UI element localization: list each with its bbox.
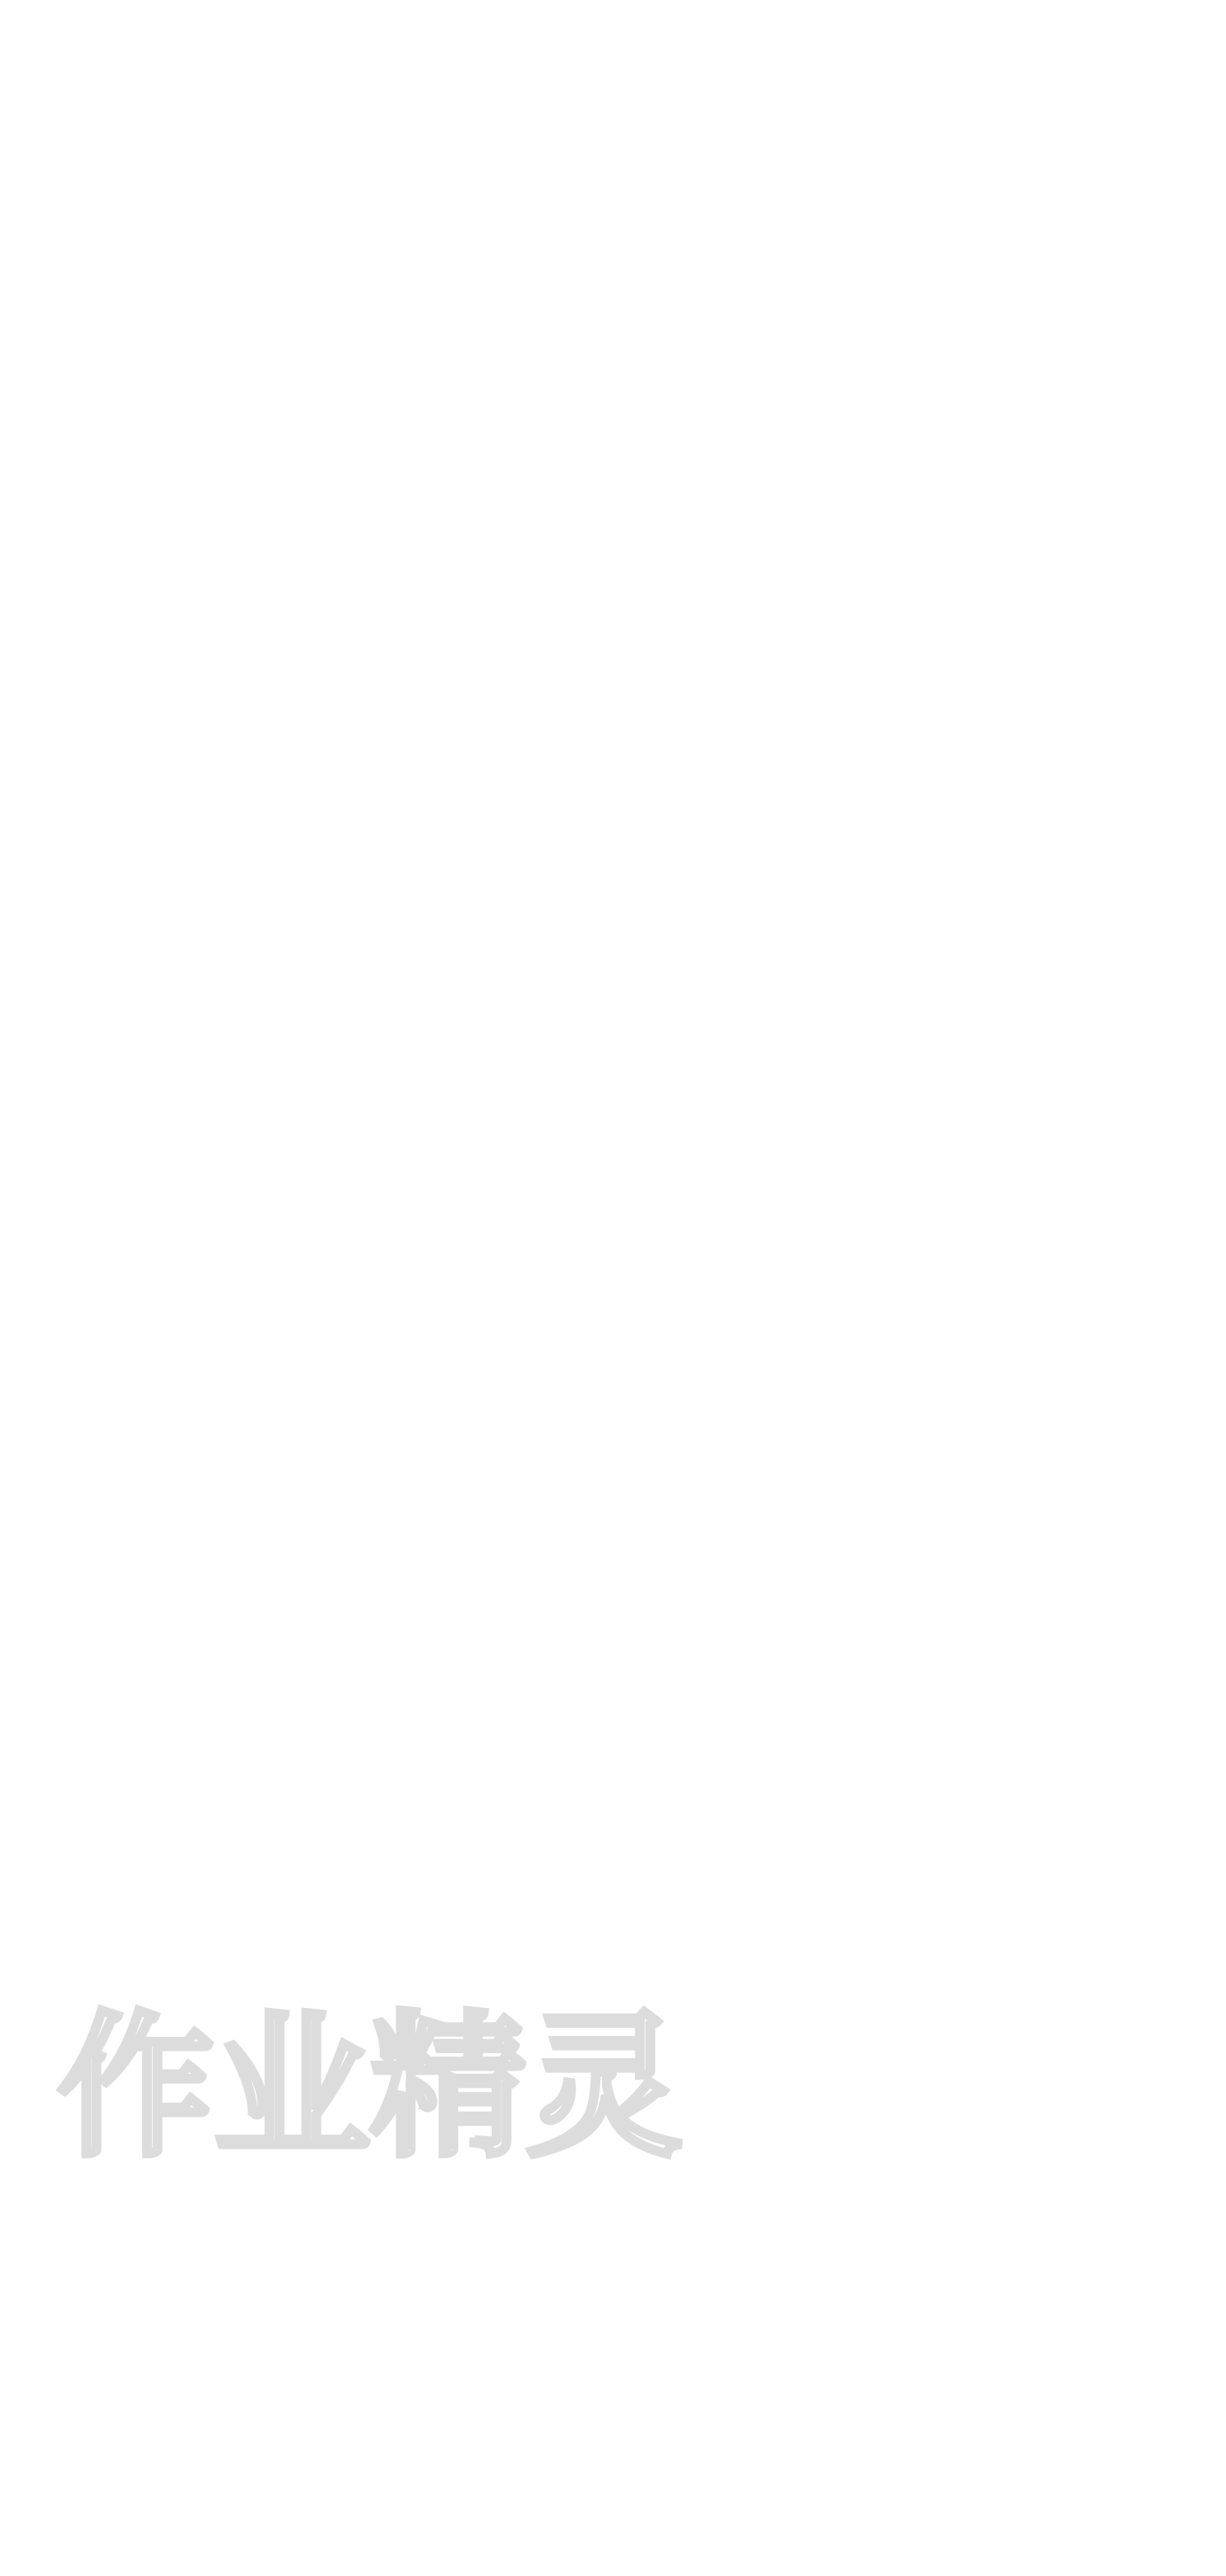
watermark [49, 1997, 872, 2178]
watermark-text: 作业精灵 [58, 1997, 683, 2178]
answer-column [51, 111, 1184, 119]
